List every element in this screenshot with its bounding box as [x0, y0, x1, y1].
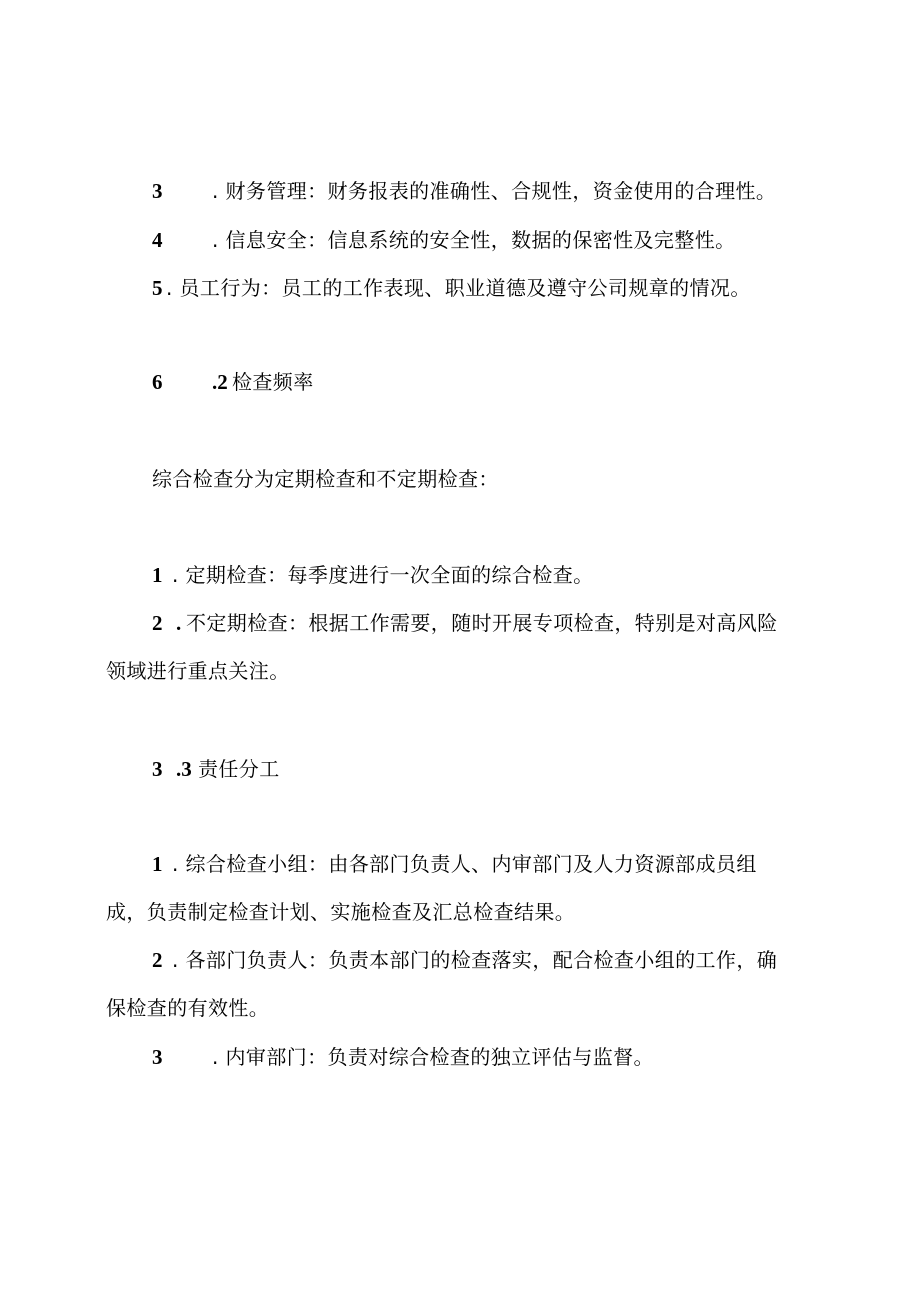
item-text: . 信息安全：信息系统的安全性，数据的保密性及完整性。: [212, 228, 736, 252]
item-number: 3: [152, 179, 163, 203]
heading-text: 检查频率: [232, 370, 314, 394]
item-text: . 定期检查：每季度进行一次全面的综合检查。: [172, 563, 594, 587]
item-text-continued: 领域进行重点关注。: [106, 659, 290, 683]
item-number: 2: [152, 611, 163, 635]
item-number: 1: [152, 563, 163, 587]
heading-subnumber: .2: [212, 370, 228, 394]
item-text: . 内审部门：负责对综合检查的独立评估与监督。: [212, 1045, 654, 1069]
item-number: 5: [152, 276, 163, 300]
item-number: 1: [152, 852, 163, 876]
item-text: . 综合检查小组：由各部门负责人、内审部门及人力资源部成员组: [172, 852, 757, 876]
item-text: 不定期检查：根据工作需要，随时开展专项检查，特别是对高风险: [186, 611, 778, 635]
item-number: 4: [152, 228, 163, 252]
item-text-continued: 成，负责制定检查计划、实施检查及汇总检查结果。: [106, 900, 576, 924]
item-number: 2: [152, 948, 163, 972]
heading-number: 3: [152, 757, 163, 781]
item-text: . 员工行为：员工的工作表现、职业道德及遵守公司规章的情况。: [166, 276, 751, 300]
item-number-dot: .: [176, 611, 182, 635]
item-text-continued: 保检查的有效性。: [106, 996, 270, 1020]
paragraph-intro: 综合检查分为定期检查和不定期检查：: [152, 467, 499, 491]
item-number: 3: [152, 1045, 163, 1069]
heading-number: 6: [152, 370, 163, 394]
heading-text: 责任分工: [198, 757, 280, 781]
item-text: . 各部门负责人：负责本部门的检查落实，配合检查小组的工作，确: [172, 948, 778, 972]
heading-subnumber: .3: [176, 757, 192, 781]
item-text: . 财务管理：财务报表的准确性、合规性，资金使用的合理性。: [212, 179, 777, 203]
